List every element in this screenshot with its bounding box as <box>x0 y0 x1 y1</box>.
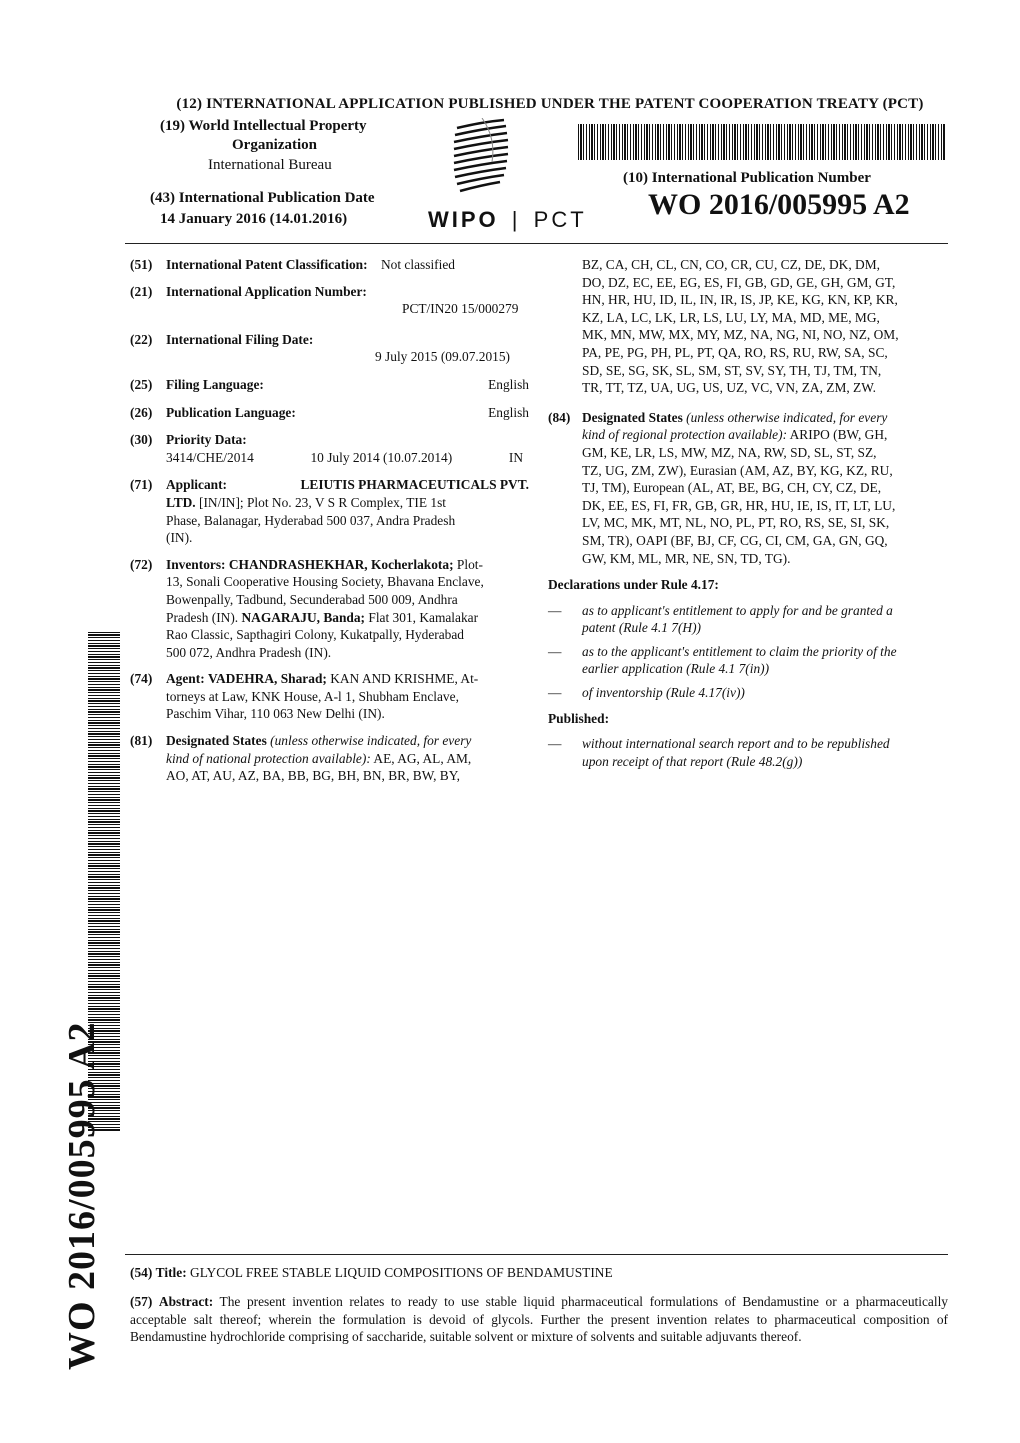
label-51: International Patent Classification: <box>166 257 368 272</box>
regional-line-5: TJ, TM), European (AL, AT, BE, BG, CH, CY, CZ, DE, <box>582 480 882 496</box>
inventor-line-4: Rao Classic, Sapthagiri Colony, Kukatpally, Hyderabad <box>166 627 465 643</box>
entry-72 <box>130 556 529 662</box>
national-qualifier-2: kind of national protection available): <box>166 750 371 766</box>
code-51: (51) <box>130 257 153 272</box>
declaration-1-line-2: patent (Rule 4.1 7(H)) <box>582 620 701 636</box>
logo-wipo: WIPO <box>428 207 499 232</box>
dash: — <box>548 685 562 701</box>
national-qualifier-1: (unless otherwise indicated, for every <box>270 733 472 749</box>
entry-21 <box>130 283 529 318</box>
regional-qualifier-2: kind of regional protection available): <box>582 427 788 443</box>
right-column <box>548 256 950 776</box>
inventor-line-0: Plot- <box>456 556 483 572</box>
top-barcode <box>578 124 946 160</box>
treaty-line: (12) INTERNATIONAL APPLICATION PUBLISHED UNDER THE PATENT COOPERATION TREATY (PCT) <box>176 96 924 112</box>
agent-line-1: torneys at Law, KNK House, A-l 1, Shubham Enclave, <box>166 688 459 704</box>
entry-22 <box>130 331 529 366</box>
entry-84 <box>548 409 950 567</box>
published-note <box>548 735 950 770</box>
states-line-8: TR, TT, TZ, UA, UG, US, UZ, VC, VN, ZA, ZM, ZW. <box>582 380 876 396</box>
logo-pct: PCT <box>533 207 587 232</box>
label-71: Applicant: <box>166 477 228 493</box>
label-21: International Application Number: <box>166 283 367 299</box>
code-72: (72) <box>130 556 153 572</box>
priority-number: 3414/CHE/2014 <box>166 449 254 465</box>
title-label: Title: <box>155 1265 187 1280</box>
label-30: Priority Data: <box>166 432 247 448</box>
applicant-line-3: (IN). <box>166 530 193 546</box>
entry-51 <box>130 256 529 274</box>
declaration-2-line-1: as to the applicant's entitlement to claim the priority of the <box>582 643 897 659</box>
entry-81 <box>130 732 529 785</box>
inventor-1: CHANDRASHEKHAR, Kocherlakota; <box>228 556 454 572</box>
label-22: International Filing Date: <box>166 331 314 347</box>
declaration-3-line-1: of inventorship (Rule 4.17(iv)) <box>582 685 745 701</box>
declaration-2-line-2: earlier application (Rule 4.1 7(in)) <box>582 661 770 677</box>
published-heading: Published: <box>548 710 610 726</box>
wipo-emblem-icon <box>452 118 512 198</box>
declaration-1-line-1: as to applicant's entitlement to apply for and be granted a <box>582 602 893 618</box>
national-states-line-2: AE, AG, AL, AM, <box>373 750 472 766</box>
inventor-line-3a: Pradesh (IN). <box>166 609 239 625</box>
states-line-4: KZ, LA, LC, LK, LR, LS, LU, LY, MA, MD, ME, MG, <box>582 309 880 325</box>
applicant-name-b: LTD. <box>166 494 196 510</box>
value-21: PCT/IN20 15/000279 <box>402 301 519 317</box>
regional-line-8: SM, TR), OAPI (BF, BJ, CF, CG, CI, CM, GA, GN, GQ, <box>582 532 888 548</box>
national-states-continued <box>548 256 950 397</box>
pub-number-value: WO 2016/005995 A2 <box>648 188 910 221</box>
dash: — <box>548 736 562 752</box>
inventor-line-3b: Flat 301, Kamalakar <box>368 609 479 625</box>
bottom-rule <box>125 1254 948 1255</box>
entry-30 <box>130 431 529 466</box>
abstract-label: Abstract: <box>158 1294 214 1309</box>
title-code: (54) <box>130 1265 153 1280</box>
label-84: Designated States <box>582 409 683 425</box>
states-line-6: PA, PE, PG, PH, PL, PT, QA, RO, RS, RU, RW, SA, SC, <box>582 344 888 360</box>
regional-line-7: LV, MC, MK, MT, NL, NO, PL, PT, RO, RS, SE, SI, SK, <box>582 515 890 531</box>
inventor-line-5: 500 072, Andhra Pradesh (IN). <box>166 644 332 660</box>
states-line-7: SD, SE, SG, SK, SL, SM, ST, SV, SY, TH, TJ, TM, TN, <box>582 362 882 378</box>
agent-name: VADEHRA, Sharad; <box>208 671 327 687</box>
published-line-2: upon receipt of that report (Rule 48.2(g)) <box>582 753 803 769</box>
states-line-1: BZ, CA, CH, CL, CN, CO, CR, CU, CZ, DE, DK, DM, <box>582 257 880 272</box>
org-line-2: Organization <box>232 137 317 153</box>
left-column <box>130 256 529 794</box>
title-value: GLYCOL FREE STABLE LIQUID COMPOSITIONS OF BENDAMUSTINE <box>190 1265 613 1280</box>
label-26: Publication Language: <box>166 404 296 420</box>
dash: — <box>548 643 562 659</box>
applicant-name-a: LEIUTIS PHARMACEUTICALS PVT. <box>300 477 529 493</box>
applicant-line-1: [IN/IN]; Plot No. 23, V S R Complex, TIE 1st <box>199 494 447 510</box>
abstract-text: The present invention relates to ready to use stable liquid pharmaceutical formulations of Bendamustine or a pharmaceutically acceptable salt thereof; wherein the formulation is devoid of glycols. Further the present invention relates to pharmaceutical composition of Bendamustine hydrochloride comprising of saccharide, suitable solvent or mixture of solvents and suitable adjuvants thereof. <box>130 1294 948 1345</box>
label-72: Inventors: <box>166 556 226 572</box>
dash: — <box>548 602 562 618</box>
priority-date: 10 July 2014 (10.07.2014) <box>310 449 453 465</box>
abstract-section <box>130 1293 948 1346</box>
regional-line-2: ARIPO (BW, GH, <box>789 427 888 443</box>
code-74: (74) <box>130 671 153 687</box>
pub-date-label: (43) International Publication Date <box>150 190 375 206</box>
priority-country: IN <box>508 449 523 465</box>
inventor-line-1: 13, Sonali Cooperative Housing Society, Bhavana Enclave, <box>166 574 484 590</box>
label-25: Filing Language: <box>166 376 264 392</box>
entry-71 <box>130 476 529 546</box>
code-25: (25) <box>130 376 153 392</box>
code-81: (81) <box>130 733 153 749</box>
states-line-2: DO, DZ, EC, EE, EG, ES, FI, GB, GD, GE, GH, GM, GT, <box>582 274 896 290</box>
header-rule <box>125 243 948 244</box>
entry-25 <box>130 376 529 394</box>
declaration-2 <box>548 643 950 678</box>
value-51: Not classified <box>380 257 455 272</box>
logo-separator: | <box>511 207 521 232</box>
regional-qualifier-1: (unless otherwise indicated, for every <box>686 409 888 425</box>
code-22: (22) <box>130 331 153 347</box>
agent-line-0: KAN AND KRISHME, At- <box>330 671 479 687</box>
inventor-line-2: Bowenpally, Tadbund, Secunderabad 500 009, Andhra <box>166 591 458 607</box>
wipo-logo-text <box>428 207 587 233</box>
regional-line-3: GM, KE, LR, LS, MW, MZ, NA, RW, SD, SL, ST, SZ, <box>582 444 877 460</box>
states-line-5: MK, MN, MW, MX, MY, MZ, NA, NG, NI, NO, NZ, OM, <box>582 327 899 343</box>
states-line-3: HN, HR, HU, ID, IL, IN, IR, IS, JP, KE, KG, KN, KP, KR, <box>582 292 898 308</box>
declarations-heading: Declarations under Rule 4.17: <box>548 577 719 593</box>
org-line-1: (19) World Intellectual Property <box>160 118 367 134</box>
declaration-1 <box>548 602 950 637</box>
value-26: English <box>488 404 529 420</box>
pub-number-label: (10) International Publication Number <box>623 170 871 186</box>
code-30: (30) <box>130 432 153 448</box>
code-21: (21) <box>130 283 153 299</box>
entry-26 <box>130 404 529 422</box>
pub-date-value: 14 January 2016 (14.01.2016) <box>160 211 348 227</box>
regional-line-4: TZ, UG, ZM, ZW), Eurasian (AM, AZ, BY, KG, KZ, RU, <box>582 462 893 478</box>
agent-line-2: Paschim Vihar, 110 063 New Delhi (IN). <box>166 706 385 722</box>
code-26: (26) <box>130 404 153 420</box>
label-81: Designated States <box>166 733 267 749</box>
entry-74 <box>130 670 529 723</box>
value-25: English <box>488 376 529 392</box>
label-74: Agent: <box>166 671 205 687</box>
side-publication-number: WO 2016/005995 A2 <box>61 1021 103 1370</box>
regional-line-9: GW, KM, ML, MR, NE, SN, TD, TG). <box>582 550 791 566</box>
regional-line-6: DK, EE, ES, FI, FR, GB, GR, HR, HU, IE, IS, IT, LT, LU, <box>582 497 896 513</box>
inventor-2: NAGARAJU, Banda; <box>241 609 366 625</box>
code-71: (71) <box>130 477 153 493</box>
code-84: (84) <box>548 409 571 425</box>
declaration-3 <box>548 684 950 702</box>
national-states-line-3: AO, AT, AU, AZ, BA, BB, BG, BH, BN, BR, BW, BY, <box>166 768 461 784</box>
applicant-line-2: Phase, Balanagar, Hyderabad 500 037, Andra Pradesh <box>166 512 456 528</box>
title-section <box>130 1265 948 1281</box>
value-22: 9 July 2015 (09.07.2015) <box>375 349 511 365</box>
org-line-3: International Bureau <box>208 157 332 173</box>
abstract-code: (57) <box>130 1294 153 1309</box>
published-line-1: without international search report and to be republished <box>582 736 890 752</box>
